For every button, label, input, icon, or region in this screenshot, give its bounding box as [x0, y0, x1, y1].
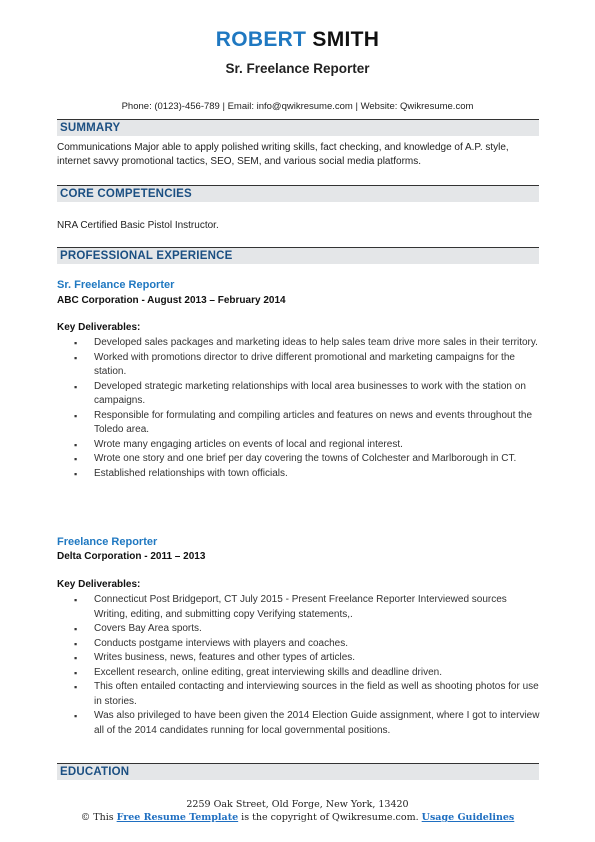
- list-item: ▪ Developed strategic marketing relationships with local area businesses to work with the station on campaigns.: [74, 380, 526, 406]
- bullet-icon: ▪: [74, 338, 78, 348]
- bullet-icon: ▪: [74, 667, 78, 678]
- list-item: ▪ Was also privileged to have been given the 2014 Election Guide assignment, where I got to interview all of the 2014 candidates running for local governmental positions.: [74, 710, 540, 736]
- bullet-icon: ▪: [74, 638, 78, 649]
- section-header-experience: [57, 247, 539, 264]
- footer-copyright: [0, 812, 595, 823]
- bullet-icon: ▪: [74, 653, 78, 663]
- section-header-summary: [57, 119, 539, 136]
- bullet-icon: ▪: [74, 381, 78, 392]
- job-company: Delta Corporation - 2011 – 2013: [57, 551, 206, 562]
- list-item: ▪ Responsible for formulating and compiling articles and features on news and events throughout the Toledo area.: [74, 409, 533, 435]
- free-resume-template-link[interactable]: Free Resume Template: [116, 812, 239, 823]
- list-item: ▪ Covers Bay Area sports.: [57, 622, 541, 637]
- list-item: ▪ Connecticut Post Bridgeport, CT July 2015 - Present Freelance Reporter Interviewed sources Writing, editing, and submitting copy Verifying statements,.: [74, 594, 507, 620]
- deliverables-list: [57, 336, 541, 481]
- bullet-icon: ▪: [74, 352, 78, 363]
- section-title: PROFESSIONAL EXPERIENCE: [60, 250, 233, 262]
- contact-line: Phone: (0123)-456-789 | Email: info@qwikresume.com | Website: Qwikresume.com: [121, 101, 474, 112]
- job-title: Freelance Reporter: [57, 536, 158, 548]
- deliverables-label: Key Deliverables:: [57, 579, 141, 590]
- bullet-icon: ▪: [74, 682, 78, 692]
- bullet-icon: ▪: [74, 454, 78, 464]
- deliverables-label: Key Deliverables:: [57, 322, 141, 333]
- bullet-icon: ▪: [74, 439, 78, 450]
- bullet-icon: ▪: [74, 410, 78, 421]
- section-header-competencies: [57, 185, 539, 202]
- bullet-icon: ▪: [74, 624, 78, 634]
- job-title-header: Sr. Freelance Reporter: [225, 61, 370, 76]
- competencies-text: NRA Certified Basic Pistol Instructor.: [57, 220, 219, 231]
- copyright-middle: is the copyright of Qwikresume.com.: [238, 812, 422, 823]
- list-item: ▪ Conducts postgame interviews with players and coaches.: [57, 637, 541, 652]
- list-item: ▪ This often entailed contacting and interviewing sources in the field as well as shooting photos for use in stories.: [74, 681, 539, 707]
- job-title: Sr. Freelance Reporter: [57, 279, 175, 291]
- list-item: ▪ Wrote many engaging articles on events of local and regional interest.: [57, 438, 541, 453]
- list-item: ▪ Worked with promotions director to drive different promotional and marketing campaigns for the station.: [74, 351, 515, 377]
- list-item: ▪ Established relationships with town officials.: [57, 467, 541, 482]
- usage-guidelines-link[interactable]: Usage Guidelines: [421, 812, 515, 823]
- job-company: ABC Corporation - August 2013 – February 2014: [57, 295, 286, 306]
- bullet-icon: ▪: [74, 595, 78, 605]
- list-item: ▪ Developed sales packages and marketing ideas to help sales team drive more sales in their territory.: [57, 336, 541, 351]
- list-item: ▪ Writes business, news, features and other types of articles.: [57, 651, 541, 666]
- footer-address: 2259 Oak Street, Old Forge, New York, 13420: [186, 799, 409, 810]
- deliverables-list: [57, 593, 541, 738]
- list-item: ▪ Wrote one story and one brief per day covering the towns of Colchester and Marlborough in CT.: [57, 452, 541, 467]
- candidate-name: [0, 28, 595, 52]
- section-title: SUMMARY: [60, 122, 121, 134]
- bullet-icon: ▪: [74, 468, 78, 479]
- last-name: SMITH: [312, 28, 380, 51]
- section-title: EDUCATION: [60, 766, 130, 778]
- first-name: ROBERT: [215, 28, 307, 51]
- list-item: ▪ Excellent research, online editing, great interviewing skills and deadline driven.: [57, 666, 541, 681]
- bullet-icon: ▪: [74, 711, 78, 721]
- section-title: CORE COMPETENCIES: [60, 188, 192, 200]
- summary-text: Communications Major able to apply polished writing skills, fact checking, and knowledge of A.P. style, internet savvy promotional tactics, SEO, SEM, and various social media platforms.: [57, 142, 509, 167]
- copyright-prefix: © This: [80, 812, 117, 823]
- section-header-education: [57, 763, 539, 780]
